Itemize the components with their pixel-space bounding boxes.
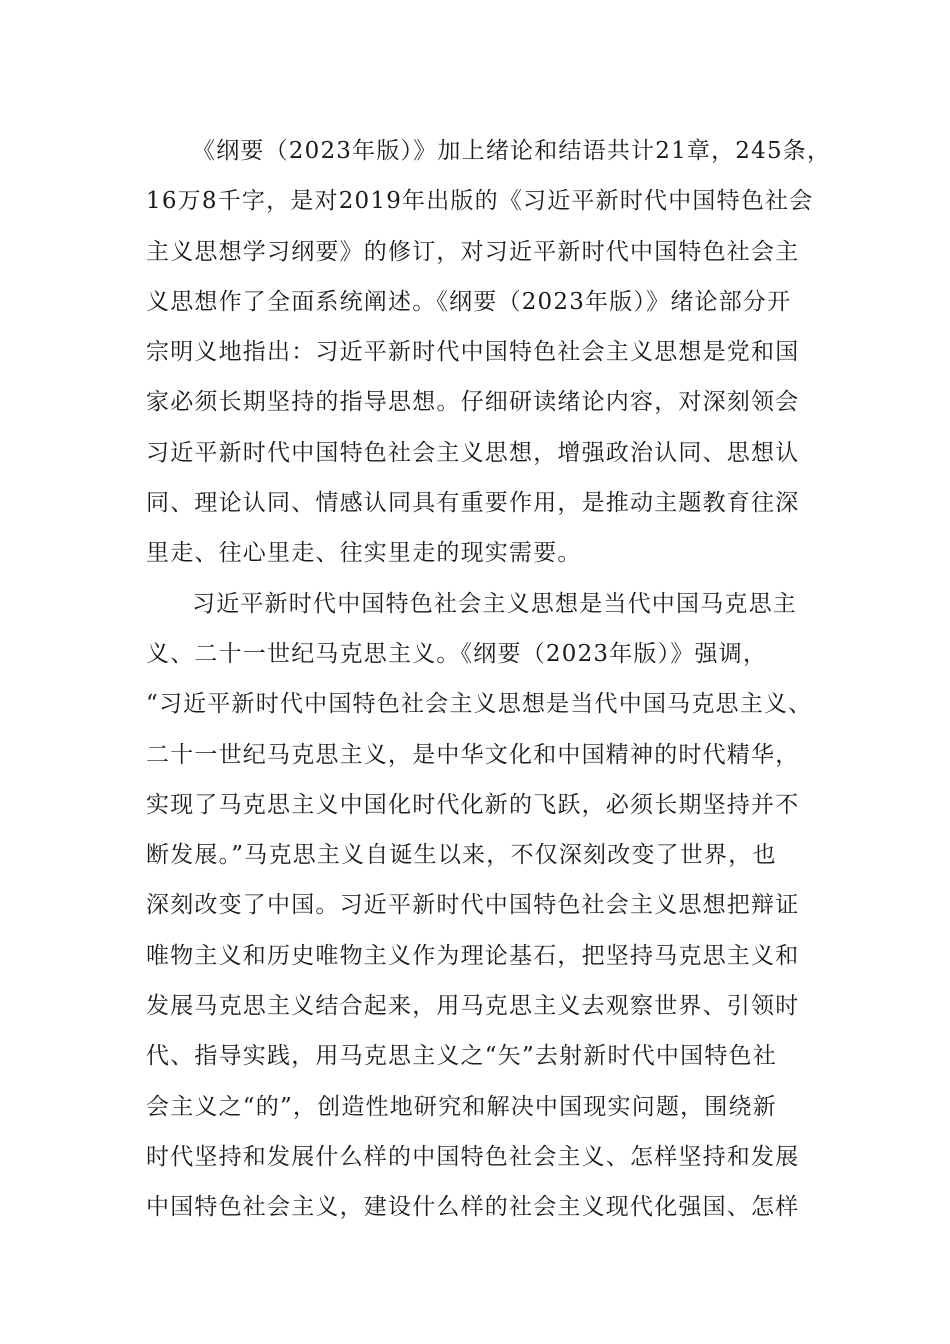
paragraph-2-line-11: 会主义之“的”，创造性地研究和解决中国现实问题，围绕新 xyxy=(146,1093,777,1120)
paragraph-2-line-2: 义、二十一世纪马克思主义。《纲要（2023年版）》强调， xyxy=(146,640,768,667)
paragraph-1-line-2: 16万8千字，是对2019年出版的《习近平新时代中国特色社会 xyxy=(146,188,814,215)
body-text xyxy=(146,126,832,1233)
paragraph-2-line-9: 发展马克思主义结合起来，用马克思主义去观察世界、引领时 xyxy=(146,993,800,1020)
paragraph-1-line-7: 习近平新时代中国特色社会主义思想，增强政治认同、思想认 xyxy=(146,439,800,466)
paragraph-2-line-6: 断发展。”马克思主义自诞生以来，不仅深刻改变了世界，也 xyxy=(146,842,777,869)
paragraph-2-line-1: 习近平新时代中国特色社会主义思想是当代中国马克思主 xyxy=(192,590,797,617)
paragraph-2-line-10: 代、指导实践，用马克思主义之“矢”去射新时代中国特色社 xyxy=(146,1043,777,1070)
paragraph-2-line-4: 二十一世纪马克思主义，是中华文化和中国精神的时代精华， xyxy=(146,741,800,768)
paragraph-2-line-8: 唯物主义和历史唯物主义作为理论基石，把坚持马克思主义和 xyxy=(146,942,800,969)
paragraph-1-line-3: 主义思想学习纲要》的修订，对习近平新时代中国特色社会主 xyxy=(146,238,800,265)
paragraph-1-line-9: 里走、往心里走、往实里走的现实需要。 xyxy=(146,540,582,567)
paragraph-1-line-5: 宗明义地指出：习近平新时代中国特色社会主义思想是党和国 xyxy=(146,339,800,366)
paragraph-1-line-4: 义思想作了全面系统阐述。《纲要（2023年版）》绪论部分开 xyxy=(146,288,792,315)
paragraph-1-line-1: 《纲要（2023年版）》加上绪论和结语共计21章，245条， xyxy=(192,138,832,164)
paragraph-1-line-6: 家必须长期坚持的指导思想。仔细研读绪论内容，对深刻领会 xyxy=(146,389,800,416)
paragraph-2-line-3: “习近平新时代中国特色社会主义思想是当代中国马克思主义、 xyxy=(146,691,813,718)
paragraph-2-line-7: 深刻改变了中国。习近平新时代中国特色社会主义思想把辩证 xyxy=(146,892,800,919)
paragraph-2-line-12: 时代坚持和发展什么样的中国特色社会主义、怎样坚持和发展 xyxy=(146,1143,800,1170)
paragraph-2-line-5: 实现了马克思主义中国化时代化新的飞跃，必须长期坚持并不 xyxy=(146,791,800,818)
paragraph-1-line-8: 同、理论认同、情感认同具有重要作用，是推动主题教育往深 xyxy=(146,490,800,517)
paragraph-2-line-13: 中国特色社会主义，建设什么样的社会主义现代化强国、怎样 xyxy=(146,1194,800,1221)
